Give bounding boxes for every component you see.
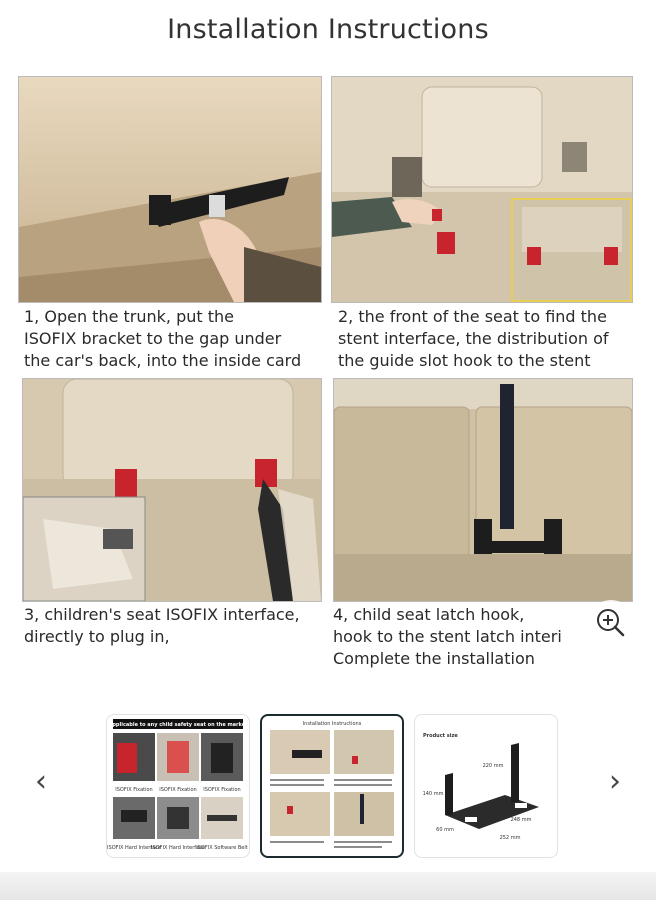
thumbnail-1[interactable]: [106, 714, 250, 858]
thumb-1-label-4: ISOFIX Hard Interface: [107, 845, 161, 851]
thumb-1-label-6: ISOFIX Software Belt: [196, 845, 248, 851]
thumb-3-dim-3: 248 mm: [510, 817, 532, 823]
thumb-1-label-2: ISOFIX Fixation: [159, 787, 197, 793]
thumb-3-dim-5: 60 mm: [436, 827, 454, 833]
thumb-3-dim-4: 252 mm: [499, 835, 521, 841]
thumb-2-header: Installation Instructions: [302, 721, 362, 727]
thumb-1-label-5: ISOFIX Hard Interface: [151, 845, 205, 851]
thumb-3-dim-1: 220 mm: [482, 763, 504, 769]
chevron-left-icon: ‹: [35, 764, 47, 799]
carousel-prev-button[interactable]: [26, 762, 56, 802]
image-title: Installation Instructions: [167, 14, 489, 45]
carousel-next-button[interactable]: [600, 762, 630, 802]
step-2-photo: [331, 76, 633, 303]
step-2-caption: 2, the front of the seat to find the stent interface, the distribution of the guide slot hook to the stent: [338, 307, 609, 370]
zoom-button[interactable]: [588, 600, 634, 646]
thumbnail-2[interactable]: [260, 714, 404, 858]
thumb-1-label-1: ISOFIX Fixation: [115, 787, 153, 793]
thumb-3-dim-2: 140 mm: [422, 791, 444, 797]
step-3-photo: [22, 378, 322, 602]
step-4-caption: 4, child seat latch hook, hook to the stent latch interi Complete the installation: [333, 605, 562, 668]
thumb-3-header: Product size: [423, 733, 458, 739]
step-3-caption: 3, children's seat ISOFIX interface, directly to plug in,: [24, 605, 300, 646]
thumb-1-label-3: ISOFIX Fixation: [203, 787, 241, 793]
step-1-caption: 1, Open the trunk, put the ISOFIX bracket to the gap under the car's back, into the inside card: [24, 307, 302, 370]
step-4-photo: [333, 378, 633, 602]
thumbnail-3[interactable]: [414, 714, 558, 858]
zoom-in-icon: [588, 600, 634, 646]
step-1-photo: [18, 76, 322, 303]
page-bottom-edge: [0, 872, 656, 900]
thumb-1-header: Applicable to any child safety seat on the market: [108, 722, 248, 728]
chevron-right-icon: ›: [609, 764, 621, 799]
thumbnail-carousel: [0, 700, 656, 870]
